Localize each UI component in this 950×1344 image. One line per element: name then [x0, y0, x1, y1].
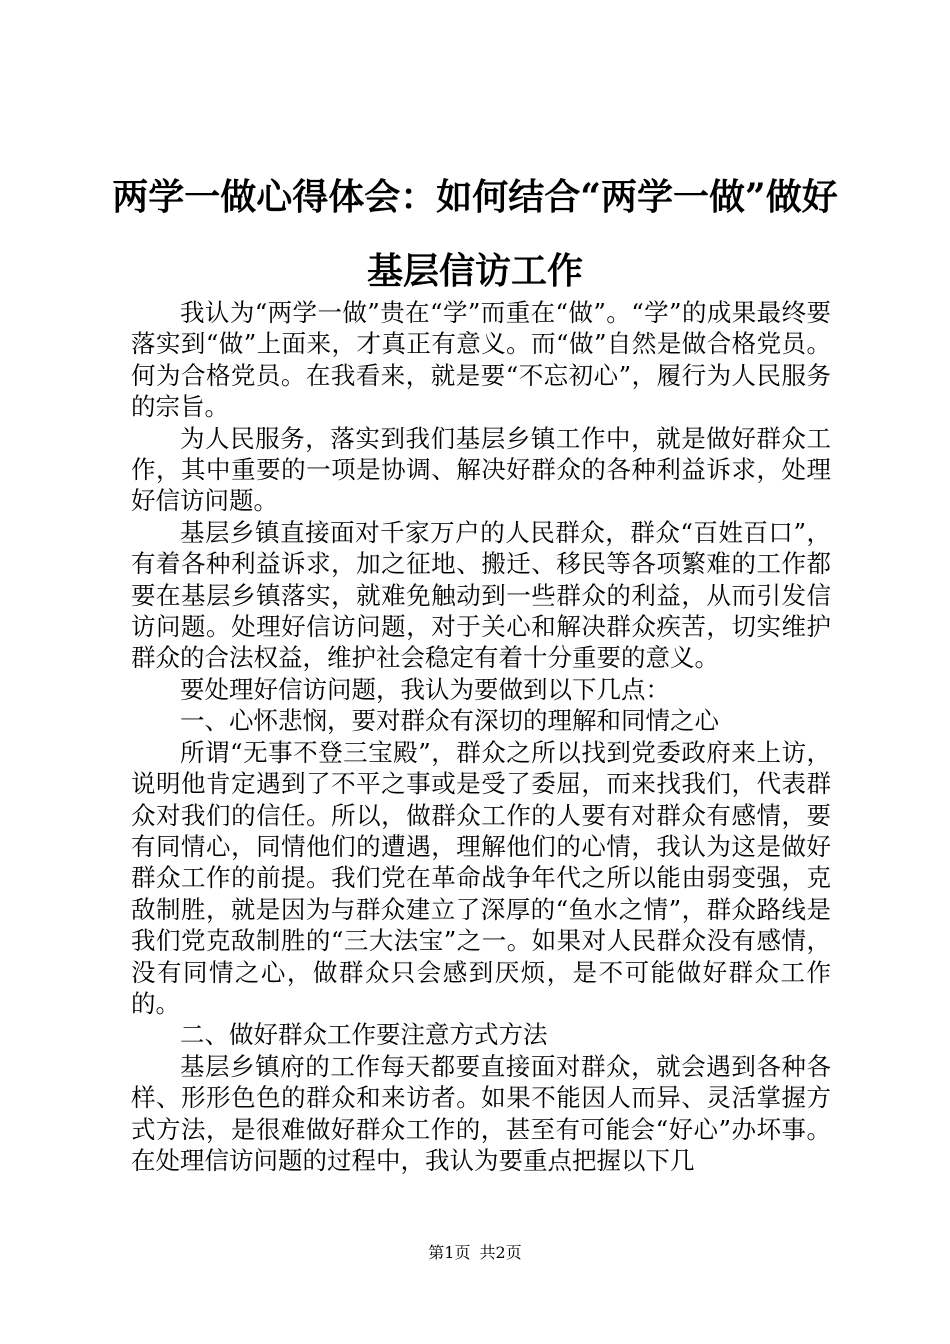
paragraph: 我认为“两学一做”贵在“学”而重在“做”。“学”的成果最终要落实到“做”上面来，才真正有意义。而“做”自然是做合格党员。何为合格党员。在我看来，就是要“不忘初心”，履行为人民服务的宗旨。 [131, 298, 831, 422]
section-heading: 二、做好群众工作要注意方式方法 [180, 1020, 548, 1050]
paragraph: 要处理好信访问题，我认为要做到以下几点： [180, 674, 670, 704]
paragraph: 基层乡镇直接面对千家万户的人民群众，群众“百姓百口”，有着各种利益诉求，加之征地、搬迁、移民等各项繁难的工作都要在基层乡镇落实，就难免触动到一些群众的利益，从而引发信访问题。处理好信访问题，对于关心和解决群众疾苦，切实维护群众的合法权益，维护社会稳定有着十分重要的意义。 [131, 517, 831, 673]
document-title: 两学一做心得体会：如何结合“两学一做”做好基层信访工作 [112, 176, 838, 292]
page-total: 共2页 [479, 1243, 522, 1262]
paragraph: 为人民服务，落实到我们基层乡镇工作中，就是做好群众工作，其中重要的一项是协调、解决好群众的各种利益诉求，处理好信访问题。 [131, 423, 831, 516]
section-heading: 一、心怀悲悯，要对群众有深切的理解和同情之心 [180, 706, 719, 736]
document-body [131, 297, 831, 1176]
paragraph: 所谓“无事不登三宝殿”，群众之所以找到党委政府来上访，说明他肯定遇到了不平之事或是受了委屈，而来找我们，代表群众对我们的信任。所以，做群众工作的人要有对群众有感情，要有同情心，同情他们的遭遇，理解他们的心情，我认为这是做好群众工作的前提。我们党在革命战争年代之所以能由弱变强，克敌制胜，就是因为与群众建立了深厚的“鱼水之情”，群众路线是我们党克敌制胜的“三大法宝”之一。如果对人民群众没有感情，没有同情之心，做群众只会感到厌烦，是不可能做好群众工作的。 [131, 737, 831, 1018]
page-footer [0, 1243, 950, 1263]
page-number: 第1页 [428, 1243, 471, 1262]
paragraph: 基层乡镇府的工作每天都要直接面对群众，就会遇到各种各样、形形色色的群众和来访者。如果不能因人而异、灵活掌握方式方法，是很难做好群众工作的，甚至有可能会“好心”办坏事。在处理信访问题的过程中，我认为要重点把握以下几 [131, 1051, 831, 1175]
